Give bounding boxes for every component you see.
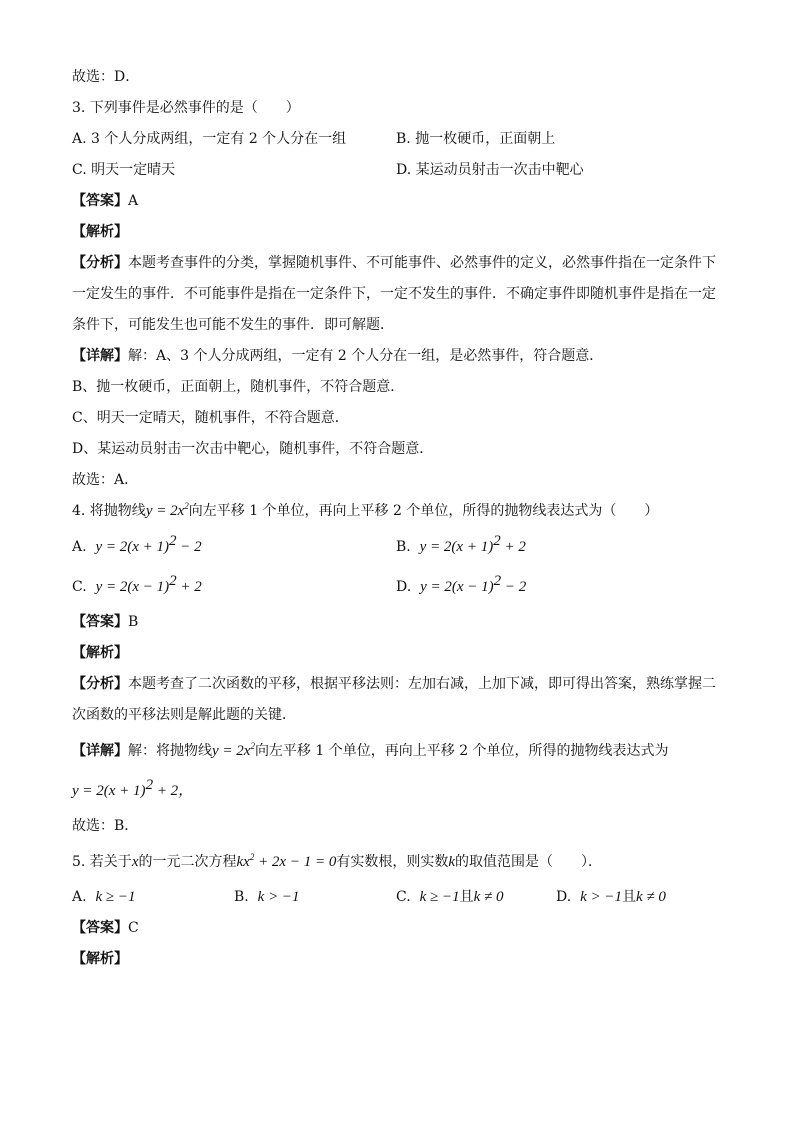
q4-option-b [396, 527, 720, 567]
option-label: D. [396, 579, 412, 595]
q5-eq-part2: + 2x − 1 = 0 [254, 854, 337, 870]
option-expr-tail: + 2 [500, 539, 526, 555]
answer-value: A [128, 193, 139, 209]
q5-option-a [72, 882, 234, 913]
option-expr: k > −1 [580, 889, 622, 905]
option-label: B. [396, 539, 411, 555]
analysis-text: 本题考查了二次函数的平移，根据平移法则：左加右减，上加下减，即可得出答案，熟练掌握二 [128, 676, 716, 692]
option-expr-2: k ≠ 0 [636, 889, 666, 905]
option-label: C. [396, 889, 411, 905]
q5-analysis-tag: 【解析】 [72, 951, 128, 967]
q4-option-a [72, 527, 396, 567]
q4-option-c [72, 567, 396, 607]
option-expr: y = 2(x − 1) [95, 579, 170, 595]
answer-value: B [128, 614, 139, 630]
q4-expr-text: y = 2x [145, 503, 185, 519]
detail-text-post: 向左平移 1 个单位，再向上平移 2 个单位，所得的抛物线表达式为 [254, 743, 669, 759]
answer-tag: 【答案】 [72, 614, 128, 630]
option-label: A. [72, 539, 87, 555]
exponent: 2 [250, 741, 255, 751]
document-page [72, 62, 732, 975]
q5-option-c [396, 882, 556, 913]
q5-equation [236, 854, 336, 870]
q5-stem-end: 的取值范围是（ ）． [455, 854, 603, 870]
analysis-text: 本题考查事件的分类，掌握随机事件、不可能事件、必然事件的定义，必然事件指在一定条件下 [128, 255, 716, 271]
q3-analysis-line1 [72, 248, 732, 279]
q5-answer [72, 913, 732, 944]
answer-tag: 【答案】 [72, 920, 128, 936]
q5-eq-part1: kx [236, 854, 250, 870]
detail-expr-text: y = 2x [212, 743, 251, 759]
result-expr: y = 2(x + 1) [72, 783, 146, 799]
q3-analysis-line3: 条件下，可能发生也可能不发生的事件．即可解题． [72, 317, 394, 333]
q4-analysis-line2: 次函数的平移法则是解此题的关键． [72, 707, 296, 723]
option-expr: k ≥ −1 [95, 889, 136, 905]
q3-detail-line3: C、明天一定晴天，随机事件，不符合题意． [72, 410, 349, 426]
q4-analysis-tag: 【解析】 [72, 645, 128, 661]
option-expr: y = 2(x − 1) [420, 579, 494, 595]
option-expr: k > −1 [257, 889, 300, 905]
exponent: 2 [184, 501, 189, 511]
q3-option-b: B. 抛一枚硬币，正面朝上 [396, 131, 556, 147]
answer-value: C [128, 920, 139, 936]
option-expr-tail: − 2 [501, 579, 527, 595]
q3-analysis-line2: 一定发生的事件．不可能事件是指在一定条件下，一定不发生的事件．不确定事件即随机事件是指在一定 [72, 286, 716, 302]
q4-stem-post: 向左平移 1 个单位，再向上平移 2 个单位，所得的抛物线表达式为（ ） [188, 503, 659, 519]
q5-stem-post: 有实数根，则实数 [336, 854, 449, 870]
q4-analysis-line1 [72, 669, 732, 700]
option-label: B. [234, 889, 249, 905]
q3-detail-line2: B、抛一枚硬币，正面朝上，随机事件，不符合题意． [72, 379, 405, 395]
q3-conclusion: 故选：A． [72, 472, 139, 488]
option-expr-tail: + 2 [176, 579, 202, 595]
q5-option-d [556, 882, 718, 913]
q5-stem [72, 842, 732, 882]
q3-analysis-tag: 【解析】 [72, 224, 128, 240]
q4-options-row1 [72, 527, 732, 567]
q3-answer [72, 186, 732, 217]
exponent: 2 [493, 533, 501, 549]
exponent: 2 [169, 533, 177, 549]
q3-options-row1 [72, 124, 732, 155]
q3-option-a: A. 3 个人分成两组，一定有 2 个人分在一组 [72, 131, 347, 147]
analysis-tag: 【分析】 [72, 676, 128, 692]
q3-detail-line1 [72, 341, 732, 372]
q5-option-b [234, 882, 396, 913]
q5-var-k: k [448, 854, 456, 870]
option-label: C. [72, 579, 87, 595]
answer-tag: 【答案】 [72, 193, 128, 209]
q4-expr [146, 503, 189, 519]
option-and: 且 [459, 889, 474, 905]
q4-conclusion: 故选：B． [72, 818, 139, 834]
option-expr: y = 2(x + 1) [95, 539, 170, 555]
option-expr: y = 2(x + 1) [419, 539, 494, 555]
exponent: 2 [145, 777, 154, 793]
q4-detail-line1 [72, 731, 732, 771]
q3-option-c: C. 明天一定晴天 [72, 162, 176, 178]
q5-var-x: x [131, 854, 139, 870]
q5-options [72, 882, 732, 913]
option-expr-tail: − 2 [176, 539, 202, 555]
detail-text: 解：A、3 个人分成两组，一定有 2 个人分在一组，是必然事件，符合题意． [128, 348, 604, 364]
q2-conclusion: 故选：D． [72, 69, 140, 85]
q4-answer [72, 607, 732, 638]
detail-tag: 【详解】 [72, 743, 128, 759]
q3-option-d: D. 某运动员射击一次击中靶心 [396, 162, 584, 178]
q5-stem-pre: 5. 若关于 [72, 854, 132, 870]
result-expr-tail: + 2， [153, 783, 194, 799]
q4-options-row2 [72, 567, 732, 607]
exponent: 2 [493, 573, 502, 589]
option-label: D. [556, 889, 572, 905]
q4-option-d [396, 567, 720, 607]
q5-stem-mid: 的一元二次方程 [138, 854, 237, 870]
q3-options-row2 [72, 155, 732, 186]
detail-tag: 【详解】 [72, 348, 128, 364]
detail-expr [212, 743, 255, 759]
option-expr: k ≥ −1 [419, 889, 460, 905]
q3-stem: 3. 下列事件是必然事件的是（ ） [72, 100, 300, 116]
q4-stem [72, 496, 732, 527]
detail-text-pre: 解：将抛物线 [128, 743, 212, 759]
exponent: 2 [169, 573, 177, 589]
q4-detail-result [72, 771, 732, 811]
option-label: A. [72, 889, 87, 905]
analysis-tag: 【分析】 [72, 255, 128, 271]
exponent: 2 [249, 852, 255, 862]
q4-stem-pre: 4. 将抛物线 [72, 503, 146, 519]
q3-detail-line4: D、某运动员射击一次击中靶心，随机事件，不符合题意． [72, 441, 434, 457]
option-expr-2: k ≠ 0 [473, 889, 504, 905]
option-and: 且 [622, 889, 636, 905]
